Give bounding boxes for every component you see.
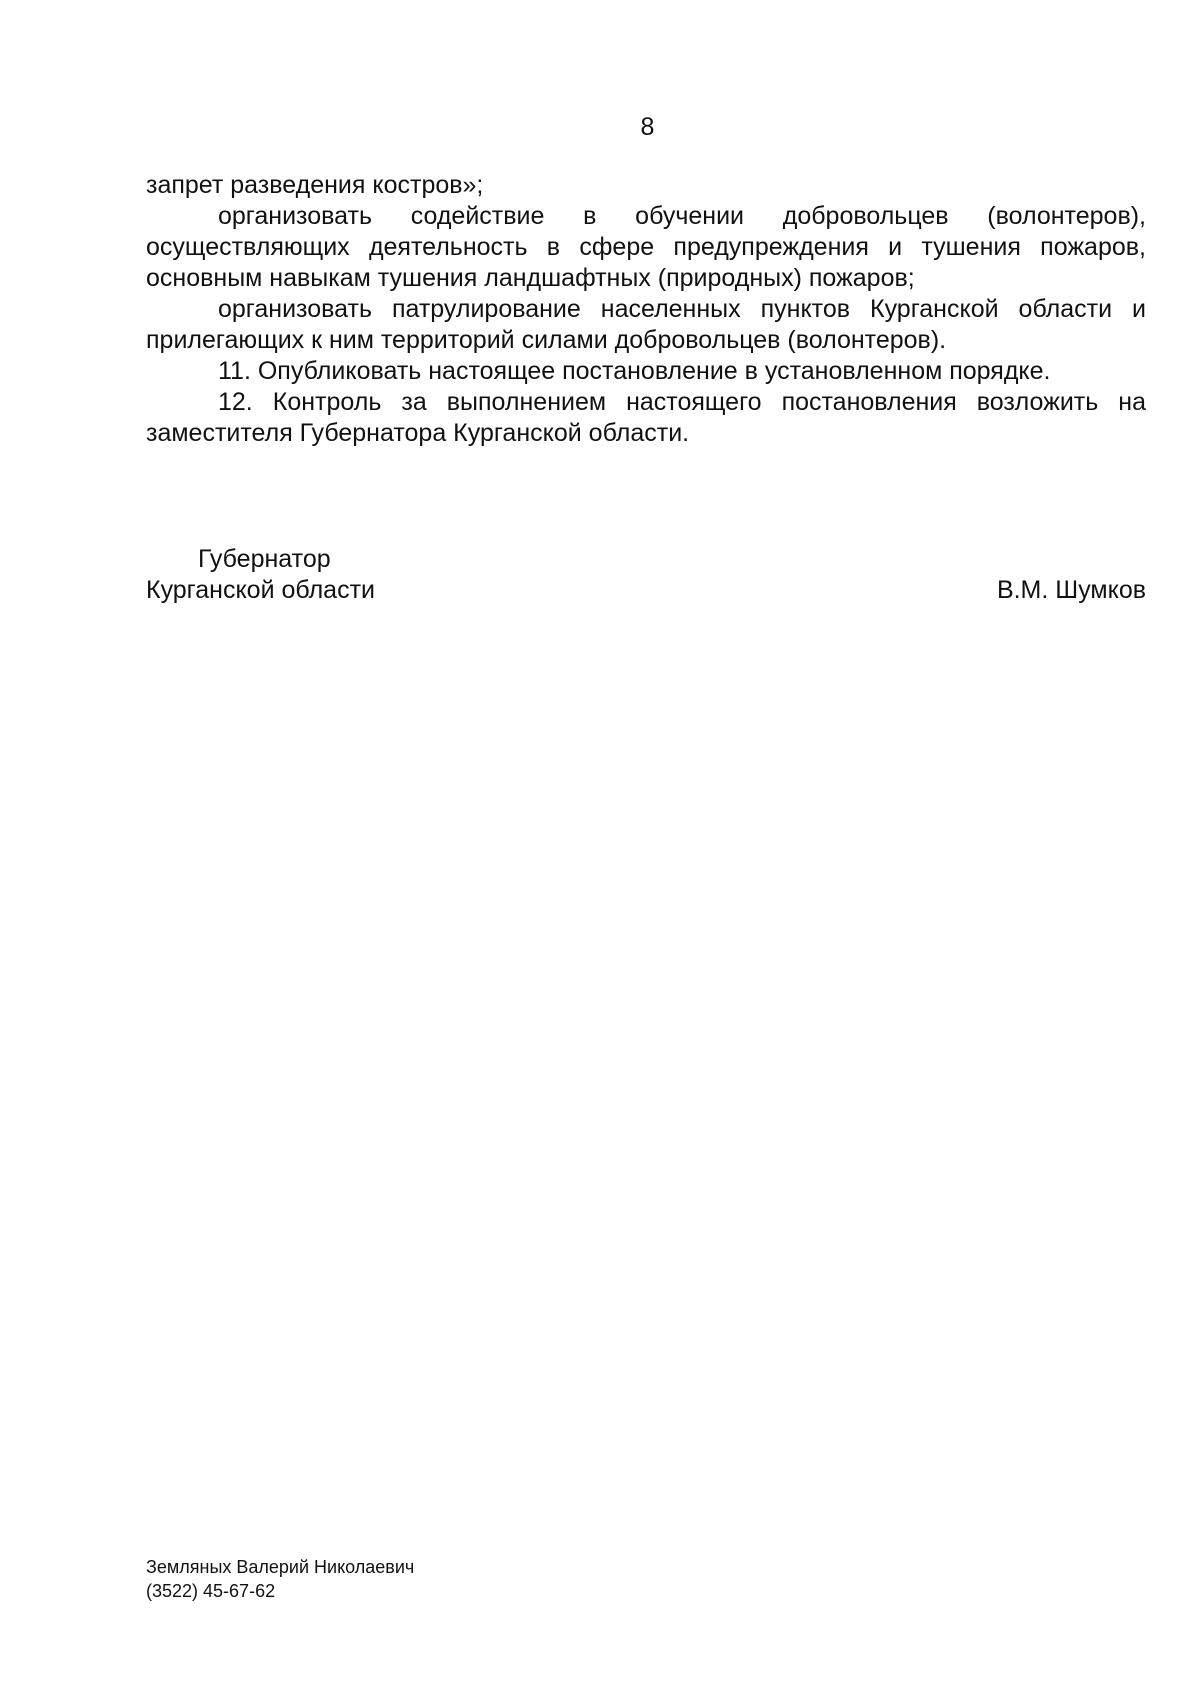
signature-block bbox=[146, 544, 1146, 614]
signatory-name: В.М. Шумков bbox=[996, 576, 1146, 604]
executor-name: Земляных Валерий Николаевич bbox=[146, 1557, 415, 1577]
executor-footer bbox=[146, 1555, 414, 1603]
paragraph-item-11: 11. Опубликовать настоящее постановление в установленном порядке. bbox=[218, 357, 1051, 385]
signatory-title-line1: Губернатор bbox=[198, 545, 331, 573]
paragraph-item-12: 12. Контроль за выполнением настоящего постановления возложить на заместителя Губернатора Курганской области. bbox=[146, 388, 1146, 447]
executor-phone: (3522) 45-67-62 bbox=[146, 1581, 276, 1601]
paragraph-volunteer-patrol: организовать патрулирование населенных пунктов Курганской области и прилегающих к ним территорий силами добровольцев (волонтеров). bbox=[146, 295, 1146, 354]
paragraph-volunteer-training: организовать содействие в обучении добровольцев (волонтеров), осуществляющих деятельность в сфере предупреждения и тушения пожаров, основным навыкам тушения ландшафтных (природных) пожаров; bbox=[146, 202, 1146, 292]
page-number: 8 bbox=[640, 113, 655, 141]
signatory-title-line2: Курганской области bbox=[146, 576, 376, 604]
paragraph-campfire-ban: запрет разведения костров»; bbox=[146, 171, 484, 199]
document-body bbox=[146, 170, 1146, 449]
